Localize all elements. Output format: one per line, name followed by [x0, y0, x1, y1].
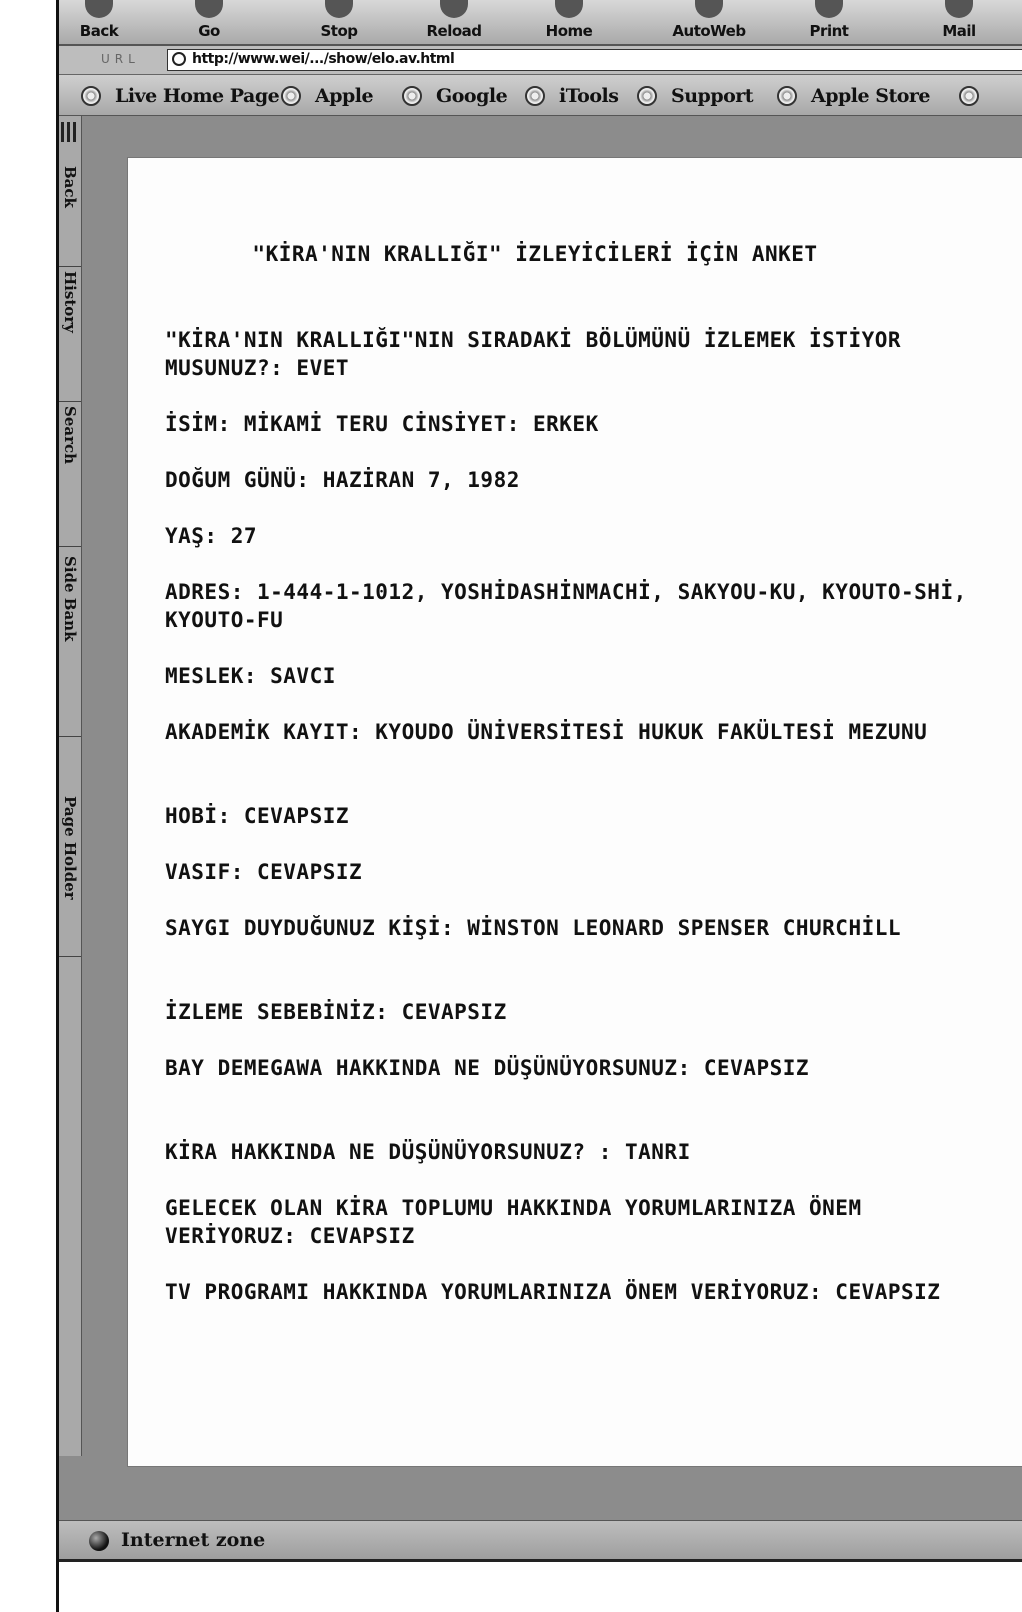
favorite-icon [81, 86, 101, 106]
go-button[interactable]: Go [169, 0, 249, 44]
favorite-icon [525, 86, 545, 106]
favorite-itools[interactable]: iTools [525, 83, 618, 109]
survey-field: TV PROGRAMI HAKKINDA YORUMLARINIZA ÖNEM VERİYORUZ: CEVAPSIZ [165, 1280, 941, 1304]
forward-arrow-icon [195, 0, 223, 18]
web-page-content [128, 158, 1022, 1466]
url-value: http://www.wei/.../show/elo.av.html [192, 51, 455, 67]
globe-icon [89, 1531, 109, 1551]
survey-field: SAYGI DUYDUĞUNUZ KİŞİ: WİNSTON LEONARD SPENSER CHURCHİLL [165, 916, 902, 940]
side-tab-side-bank[interactable]: Side Bank [59, 556, 81, 737]
favorite-icon [959, 86, 979, 106]
survey-field: ADRES: 1-444-1-1012, YOSHİDASHİNMACHİ, SAKYOU-KU, KYOUTO-SHİ, KYOUTO-FU [165, 580, 967, 632]
side-tab-back[interactable]: Back [59, 166, 81, 267]
status-text: Internet zone [121, 1529, 266, 1551]
favorite-icon [637, 86, 657, 106]
survey-field: DOĞUM GÜNÜ: HAZİRAN 7, 1982 [165, 468, 520, 492]
favorite-support[interactable]: Support [637, 83, 753, 109]
print-button[interactable]: Print [789, 0, 869, 44]
page-title: "KİRA'NIN KRALLIĞI" İZLEYİCİLERİ İÇİN ANKET [252, 242, 818, 266]
favorite-apple[interactable]: Apple [281, 83, 373, 109]
back-arrow-icon [85, 0, 113, 18]
favorite-icon [402, 86, 422, 106]
survey-field: İZLEME SEBEBİNİZ: CEVAPSIZ [165, 1000, 507, 1024]
url-input[interactable] [167, 49, 1022, 71]
reload-icon [440, 0, 468, 18]
side-tab-history[interactable]: History [59, 271, 81, 402]
survey-field: VASIF: CEVAPSIZ [165, 860, 363, 884]
mail-icon [945, 0, 973, 18]
autoweb-icon [695, 0, 723, 18]
favorites-bar [59, 75, 1022, 116]
side-tab-search[interactable]: Search [59, 406, 81, 547]
favorite-google[interactable]: Google [402, 83, 507, 109]
mail-button[interactable]: Mail [919, 0, 999, 44]
side-tab-page-holder[interactable]: Page Holder [59, 796, 81, 957]
print-icon [815, 0, 843, 18]
favorite-overflow[interactable] [959, 83, 993, 109]
browser-window [59, 0, 1022, 1562]
reload-button[interactable]: Reload [414, 0, 494, 44]
survey-field: İSİM: MİKAMİ TERU CİNSİYET: ERKEK [165, 412, 599, 436]
explorer-sidebar [59, 116, 82, 1456]
survey-field: YAŞ: 27 [165, 524, 258, 548]
home-button[interactable]: Home [529, 0, 609, 44]
url-label: URL [101, 52, 140, 66]
favorite-icon [777, 86, 797, 106]
survey-field: BAY DEMEGAWA HAKKINDA NE DÜŞÜNÜYORSUNUZ: CEVAPSIZ [165, 1056, 810, 1080]
browser-toolbar [59, 0, 1022, 46]
survey-field: AKADEMİK KAYIT: KYOUDO ÜNİVERSİTESİ HUKUK FAKÜLTESİ MEZUNU [165, 720, 928, 744]
back-button[interactable]: Back [59, 0, 139, 44]
globe-icon [172, 52, 186, 66]
stop-button[interactable]: Stop [299, 0, 379, 44]
survey-field: MESLEK: SAVCI [165, 664, 336, 688]
favorite-live-home-page[interactable]: Live Home Page [81, 83, 279, 109]
survey-field: "KİRA'NIN KRALLIĞI"NIN SIRADAKİ BÖLÜMÜNÜ İZLEMEK İSTİYOR MUSUNUZ?: EVET [165, 328, 902, 380]
survey-field: KİRA HAKKINDA NE DÜŞÜNÜYORSUNUZ? : TANRI [165, 1140, 691, 1164]
home-icon [555, 0, 583, 18]
address-bar [59, 46, 1022, 75]
favorite-apple-store[interactable]: Apple Store [777, 83, 930, 109]
autoweb-button[interactable]: AutoWeb [659, 0, 759, 44]
status-bar [59, 1520, 1022, 1560]
survey-field: HOBİ: CEVAPSIZ [165, 804, 350, 828]
survey-field: GELECEK OLAN KİRA TOPLUMU HAKKINDA YORUMLARINIZA ÖNEM VERİYORUZ: CEVAPSIZ [165, 1196, 862, 1248]
favorite-icon [281, 86, 301, 106]
browser-border-bottom [59, 1559, 1022, 1562]
stop-icon [325, 0, 353, 18]
sidebar-grip-icon[interactable] [61, 122, 79, 142]
